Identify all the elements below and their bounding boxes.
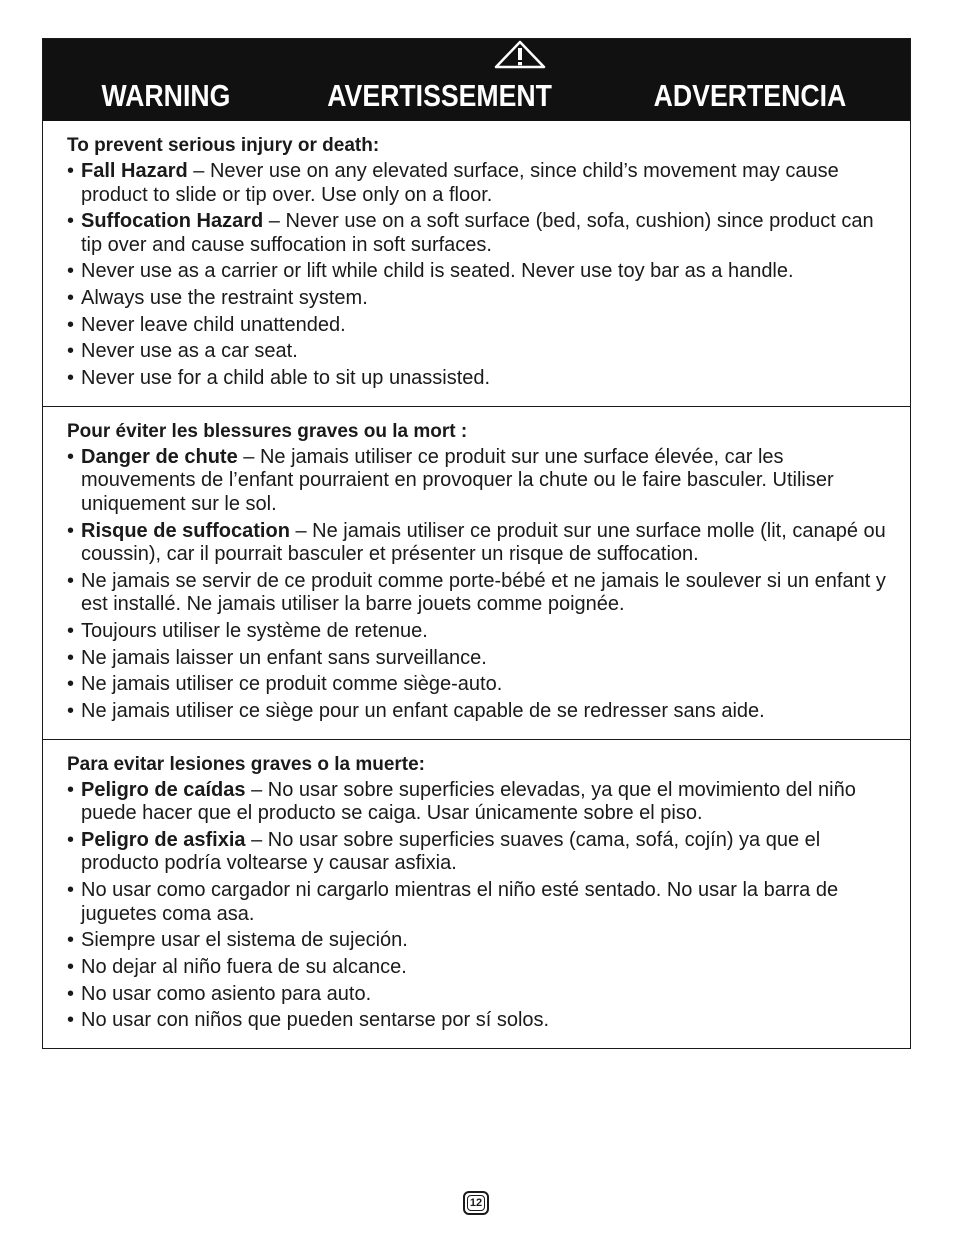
bullet-text: – Ne jamais utiliser ce produit sur une surface élevée, car les mouvements de l’enfant pourraient en provoquer la chute ou le faire basculer. Utiliser uniquement sur le sol. (81, 445, 834, 515)
bullet-text: – Never use on any elevated surface, since child’s movement may cause product to slide or tip over. Use only on a floor. (81, 160, 839, 206)
section-english (43, 121, 910, 406)
bullet-text: No usar como cargador ni cargarlo mientras el niño esté sentado. No usar la barra de juguetes coma asa. (81, 879, 839, 925)
warning-titles (43, 79, 910, 113)
bullet-item (67, 260, 892, 284)
warning-box (42, 38, 911, 1049)
hazard-label: Risque de suffocation (81, 519, 290, 542)
section-heading: Pour éviter les blessures graves ou la mort : (67, 420, 468, 442)
bullet-text: – Never use on a soft surface (bed, sofa, cushion) since product can tip over and cause suffocation in soft surfaces. (81, 210, 874, 256)
bullet-item (67, 160, 892, 207)
section-heading: To prevent serious injury or death: (67, 135, 380, 156)
warning-header (43, 39, 910, 121)
bullet-item (67, 520, 892, 567)
title-french: AVERTISSEMENT (327, 78, 552, 113)
warning-triangle-icon (493, 39, 547, 69)
bullet-item (67, 673, 892, 697)
bullet-item (67, 1009, 892, 1033)
bullet-text: Ne jamais se servir de ce produit comme porte-bébé et ne jamais le soulever si un enfant y est installé. Ne jamais utiliser la barre jouets comme poignée. (81, 569, 886, 616)
bullet-item (67, 983, 892, 1007)
bullet-item (67, 210, 892, 257)
bullet-item (67, 956, 892, 980)
bullet-text: Never leave child unattended. (81, 313, 346, 336)
sections-container (43, 121, 910, 1048)
bullet-text: No dejar al niño fuera de su alcance. (81, 955, 407, 978)
bullet-text: Ne jamais laisser un enfant sans surveillance. (81, 646, 487, 669)
bullet-item (67, 700, 892, 724)
hazard-label: Danger de chute (81, 445, 238, 468)
bullet-item (67, 829, 892, 876)
bullet-item (67, 446, 892, 517)
bullet-item (67, 287, 892, 311)
bullet-text: Never use as a car seat. (81, 340, 298, 363)
bullet-text: Never use as a carrier or lift while child is seated. Never use toy bar as a handle. (81, 260, 794, 283)
hazard-label: Peligro de asfixia (81, 828, 246, 851)
page-number: 12 (469, 1197, 483, 1209)
bullet-item (67, 570, 892, 617)
bullet-item (67, 647, 892, 671)
bullet-item (67, 779, 892, 826)
bullet-item (67, 620, 892, 644)
bullet-item (67, 367, 892, 391)
bullet-text: Siempre usar el sistema de sujeción. (81, 929, 408, 952)
hazard-label: Suffocation Hazard (81, 210, 264, 233)
title-english: WARNING (101, 78, 231, 113)
bullet-list (67, 779, 892, 1033)
hazard-label: Peligro de caídas (81, 778, 246, 801)
section-french (43, 406, 910, 739)
section-spanish (43, 739, 910, 1048)
bullet-text: Never use for a child able to sit up unassisted. (81, 367, 491, 390)
hazard-label: Fall Hazard (81, 160, 188, 182)
bullet-text: Ne jamais utiliser ce produit comme siège-auto. (81, 673, 503, 696)
title-spanish: ADVERTENCIA (653, 78, 847, 113)
bullet-text: Toujours utiliser le système de retenue. (81, 619, 428, 642)
bullet-text: – Ne jamais utiliser ce produit sur une surface molle (lit, canapé ou coussin), car il pourrait basculer et présenter un risque de suffocation. (81, 519, 886, 565)
bullet-list (67, 446, 892, 724)
bullet-list (67, 160, 892, 391)
bullet-item (67, 929, 892, 953)
bullet-text: No usar con niños que pueden sentarse por sí solos. (81, 1009, 550, 1032)
bullet-text: Always use the restraint system. (81, 287, 368, 310)
section-heading: Para evitar lesiones graves o la muerte: (67, 753, 426, 775)
bullet-item (67, 879, 892, 926)
bullet-text: – No usar sobre superficies elevadas, ya que el movimiento del niño puede hacer que el producto se caiga. Usar únicamente sobre el piso. (81, 778, 856, 825)
page-number-inner-border (467, 1195, 485, 1211)
bullet-text: No usar como asiento para auto. (81, 982, 372, 1005)
bullet-item (67, 314, 892, 338)
bullet-text: – No usar sobre superficies suaves (cama, sofá, cojín) ya que el producto podría voltearse y causar asfixia. (81, 828, 821, 875)
bullet-text: Ne jamais utiliser ce siège pour un enfant capable de se redresser sans aide. (81, 699, 765, 722)
bullet-item (67, 340, 892, 364)
page-number-badge (463, 1191, 489, 1215)
